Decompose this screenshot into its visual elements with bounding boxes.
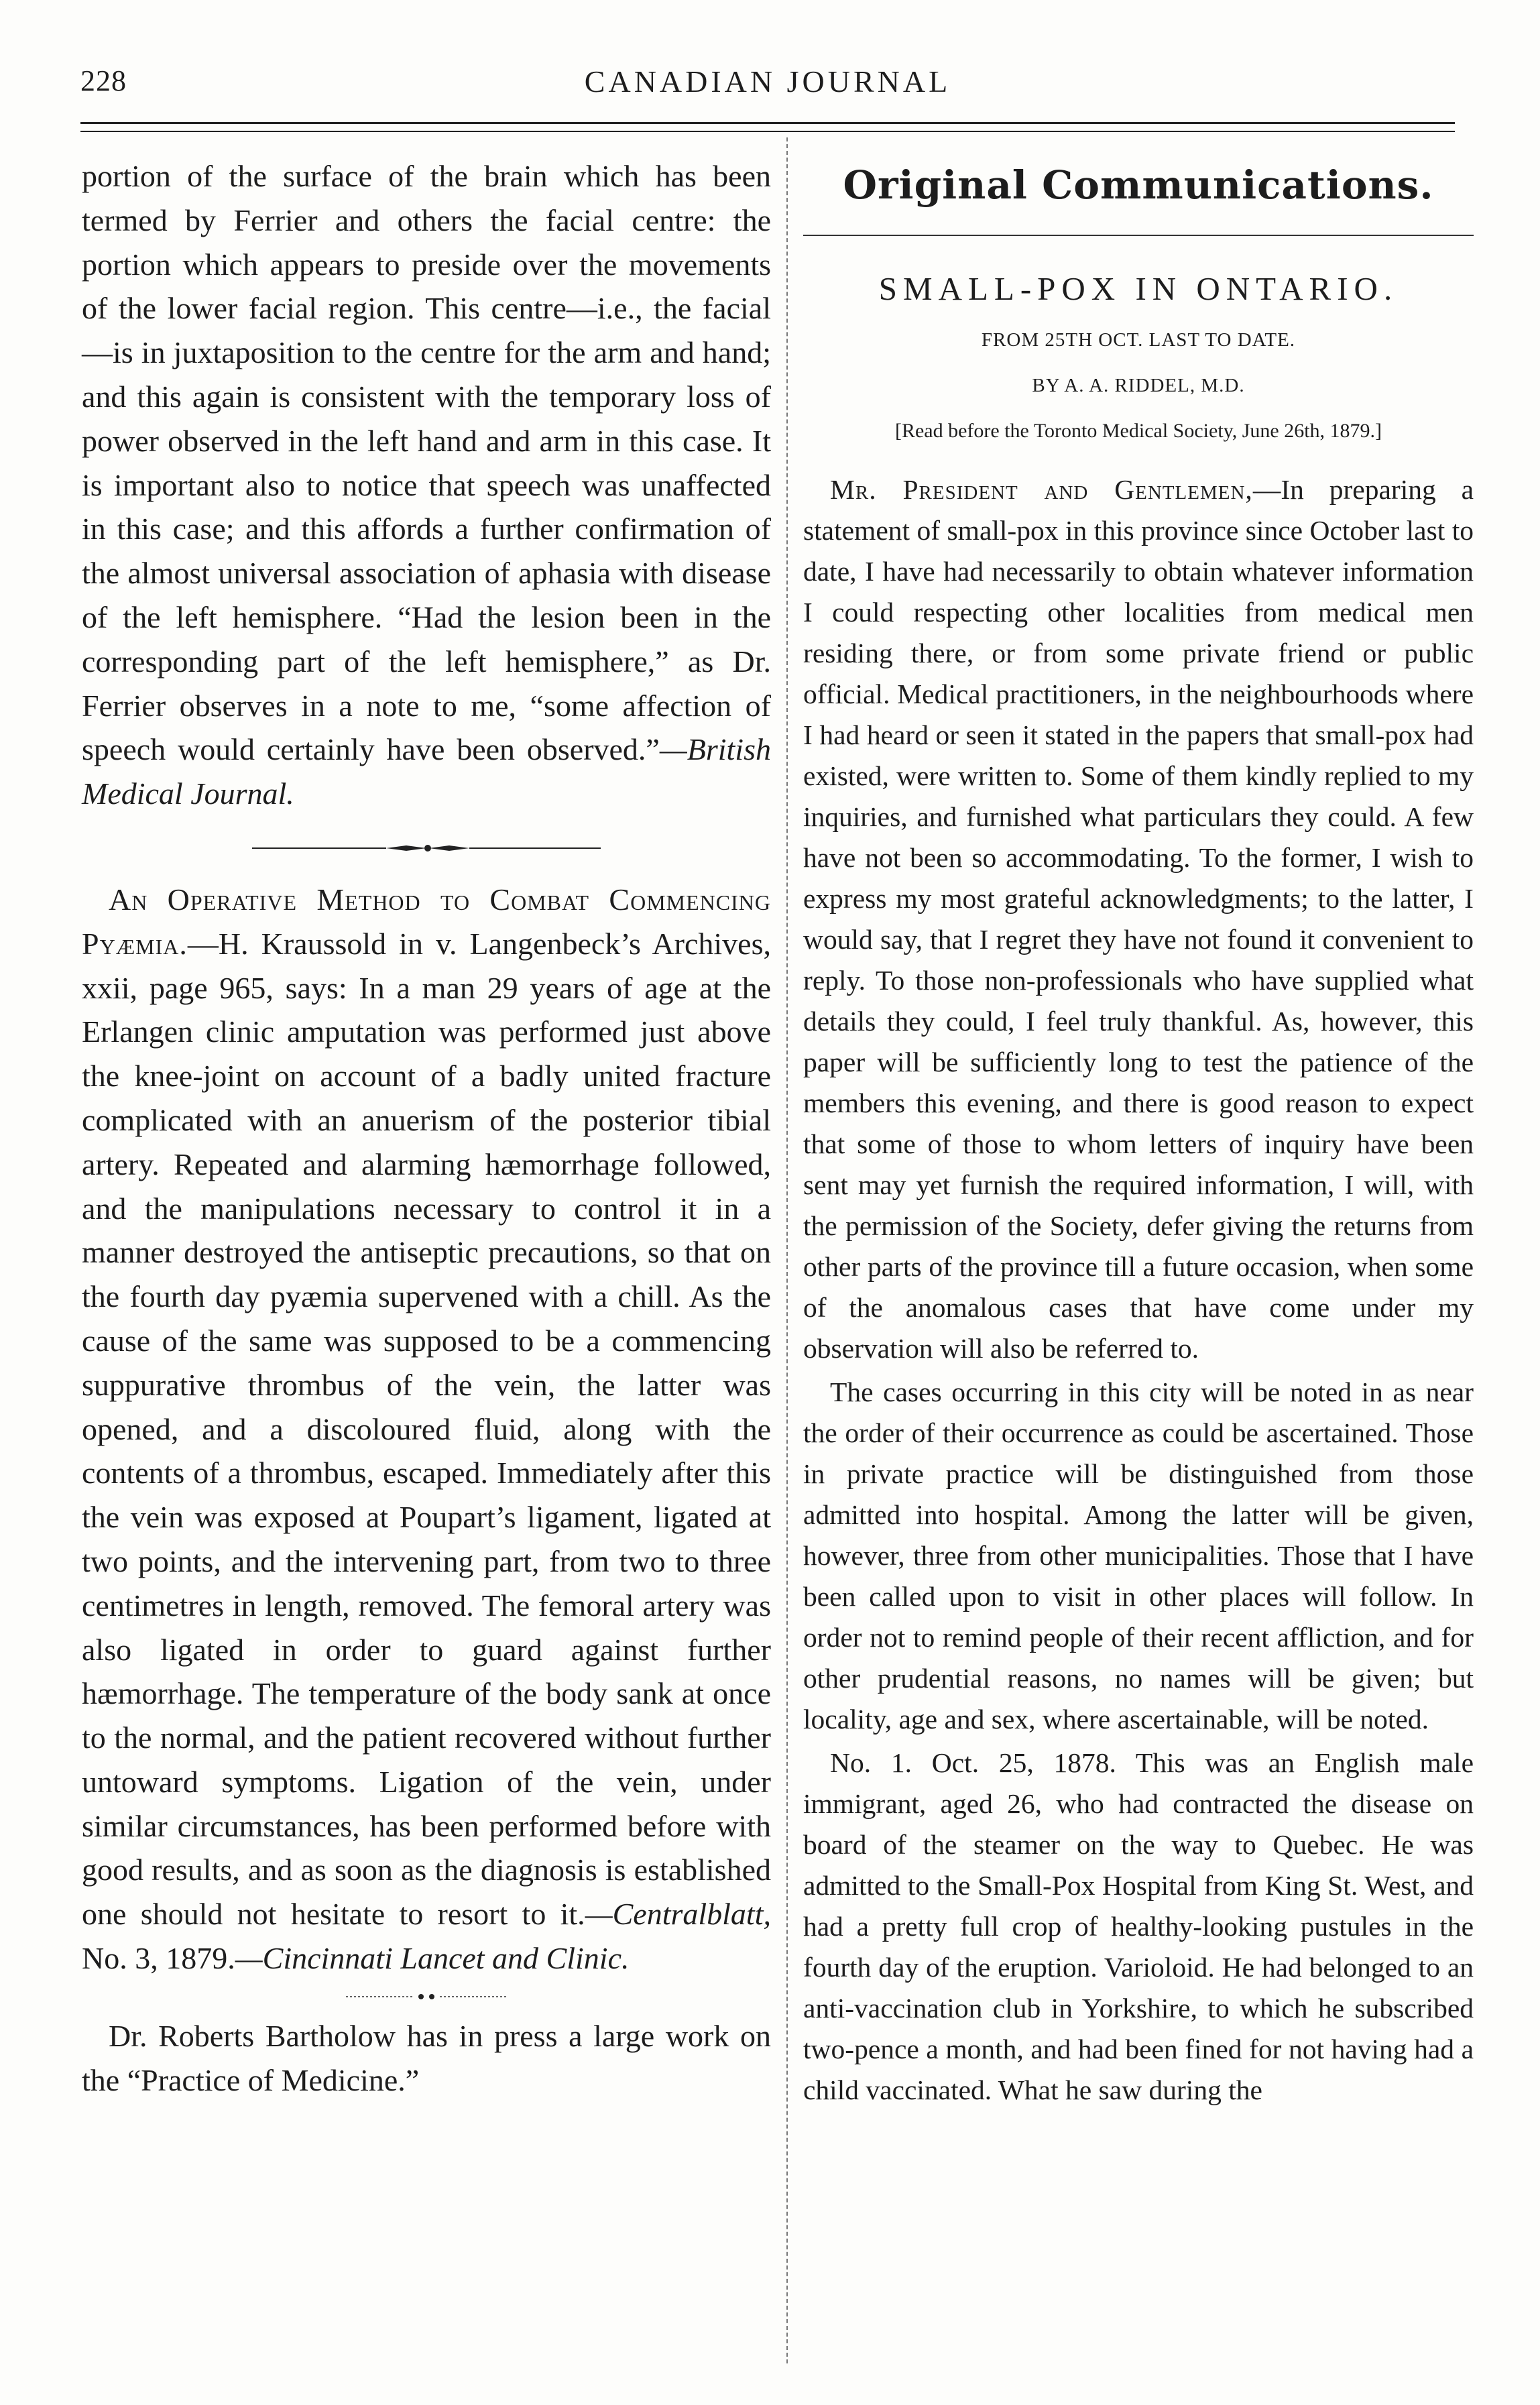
section-rule bbox=[803, 235, 1474, 236]
left-paragraph-3: Dr. Roberts Bartholow has in press a large work on the “Practice of Medicine.” bbox=[82, 2018, 771, 2097]
source-number: No. 3, 1879. bbox=[82, 1941, 235, 1976]
small-ornament-divider bbox=[82, 1993, 771, 2001]
header-rule bbox=[80, 122, 1455, 132]
right-column bbox=[803, 154, 1474, 2113]
paragraph-text: portion of the surface of the brain which has been termed by Ferrier and others the facial centre: the portion which appears to preside over the movements of the lower facial region. This centre—i.e., the facial—is in juxtaposition to the centre for the arm and hand; and this again is consistent with the temporary loss of power observed in the left hand and arm in this case. It is important also to notice that speech was unaffected in this case; and this affords a further confirmation of the almost universal association of aphasia with disease of the left hemisphere. “Had the lesion been in the corresponding part of the left hemisphere,” as Dr. Ferrier observes in a note to me, “some affection of speech would certainly have been observed.” bbox=[82, 159, 771, 767]
source-citation: —British Medical Journal. bbox=[82, 732, 771, 811]
article-title: SMALL-POX IN ONTARIO. bbox=[878, 270, 1399, 307]
left-paragraph-1 bbox=[82, 154, 771, 816]
page-header bbox=[80, 64, 1455, 111]
ornament-divider bbox=[82, 843, 771, 854]
right-paragraph-3: No. 1. Oct. 25, 1878. This was an English male immigrant, aged 26, who had contracted the disease on board of the steamer on the way to Quebec. He was admitted to the Small-Pox Hospital from King St. West, and had a pretty full crop of healthy-looking pustules in the fourth day of the eruption. Varioloid. He had belonged to an anti-vaccination club in Yorkshire, to which he subscribed two-pence a month, and had been fined for not having had a child vaccinated. What he saw during the bbox=[803, 1747, 1474, 2105]
source-citation: —Centralblatt, bbox=[585, 1897, 771, 1932]
salutation: Mr. President and Gentlemen, bbox=[830, 474, 1253, 505]
paragraph-text: —H. Kraussold in v. Langenbeck’s Archives, xxii, page 965, says: In a man 29 years of age at the Erlangen clinic amputation was performed just above the knee-joint on account of a badly united fracture complicated with an anuerism of the posterior tibial artery. Repeated and alarming hæmorrhage followed, and the manipulations necessary to control it in a manner destroyed the antiseptic precautions, so that on the fourth day pyæmia supervened with a chill. As the cause of the same was supposed to be a commencing suppurative thrombus of the vein, the latter was opened, and a discoloured fluid, along with the contents of a thrombus, escaped. Immediately after this the vein was exposed at Poupart’s ligament, ligated at two points, and the intervening part, from two to three centimetres in length, removed. The femoral artery was also ligated in order to guard against further hæmorrhage. The temperature of the body sank at once to the normal, and the patient recovered without further untoward symptoms. Ligation of the vein, under similar circumstances, has been performed before with good results, and as soon as the diagnosis is established one should not hesitate to resort to it. bbox=[82, 926, 771, 1932]
right-paragraph-2: The cases occurring in this city will be noted in as near the order of their occurrence as could be ascertained. Those in private practice will be distinguished from those admitted into hospital. Among the latter will be given, however, three from other municipalities. Those that I have been called upon to visit in other places will follow. In order not to remind people of their recent affliction, and for other prudential reasons, no names will be given; but locality, age and sex, where ascertainable, will be noted. bbox=[803, 1376, 1474, 1735]
running-title: CANADIAN JOURNAL bbox=[584, 64, 951, 99]
left-column bbox=[82, 154, 771, 2102]
paragraph-text: —In preparing a statement of small-pox in this province since October last to date, I have had necessarily to obtain whatever information I could respecting other localities from medical men residing there, or from some private friend or public official. Medical practitioners, in the neighbourhoods where I had heard or seen it stated in the papers that small-pox had existed, were written to. Some of them kindly replied to my inquiries, and furnished what particulars they could. A few have not been so accommodating. To the former, I wish to express my most grateful acknowledgments; to the latter, I would say, that I regret they have not found it convenient to reply. To those non-professionals who have supplied what details they could, I feel truly thankful. As, however, this paper will be sufficiently long to test the patience of the members this evening, and there is good reason to expect that some of those to whom letters of inquiry have been sent may yet furnish the required information, I will, with the permission of the Society, defer giving the returns from other parts of the province till a future occasion, when some of the anomalous cases that have come under my observation will also be referred to. bbox=[803, 474, 1474, 1364]
left-paragraph-2 bbox=[82, 878, 771, 1981]
article-heading: An Operative Method to Combat Commencing Pyæmia. bbox=[82, 882, 771, 961]
article-subtitle: FROM 25TH OCT. LAST TO DATE. bbox=[981, 329, 1296, 351]
source-citation: —Cincinnati Lancet and Clinic. bbox=[235, 1941, 630, 1976]
page-number: 228 bbox=[80, 64, 127, 97]
author-line: BY A. A. RIDDEL, M.D. bbox=[1032, 375, 1245, 396]
section-heading: Original Communications. bbox=[843, 162, 1434, 208]
right-paragraph-1 bbox=[803, 469, 1474, 1369]
column-divider bbox=[786, 137, 788, 2363]
read-note: [Read before the Toronto Medical Society, June 26th, 1879.] bbox=[894, 420, 1382, 442]
